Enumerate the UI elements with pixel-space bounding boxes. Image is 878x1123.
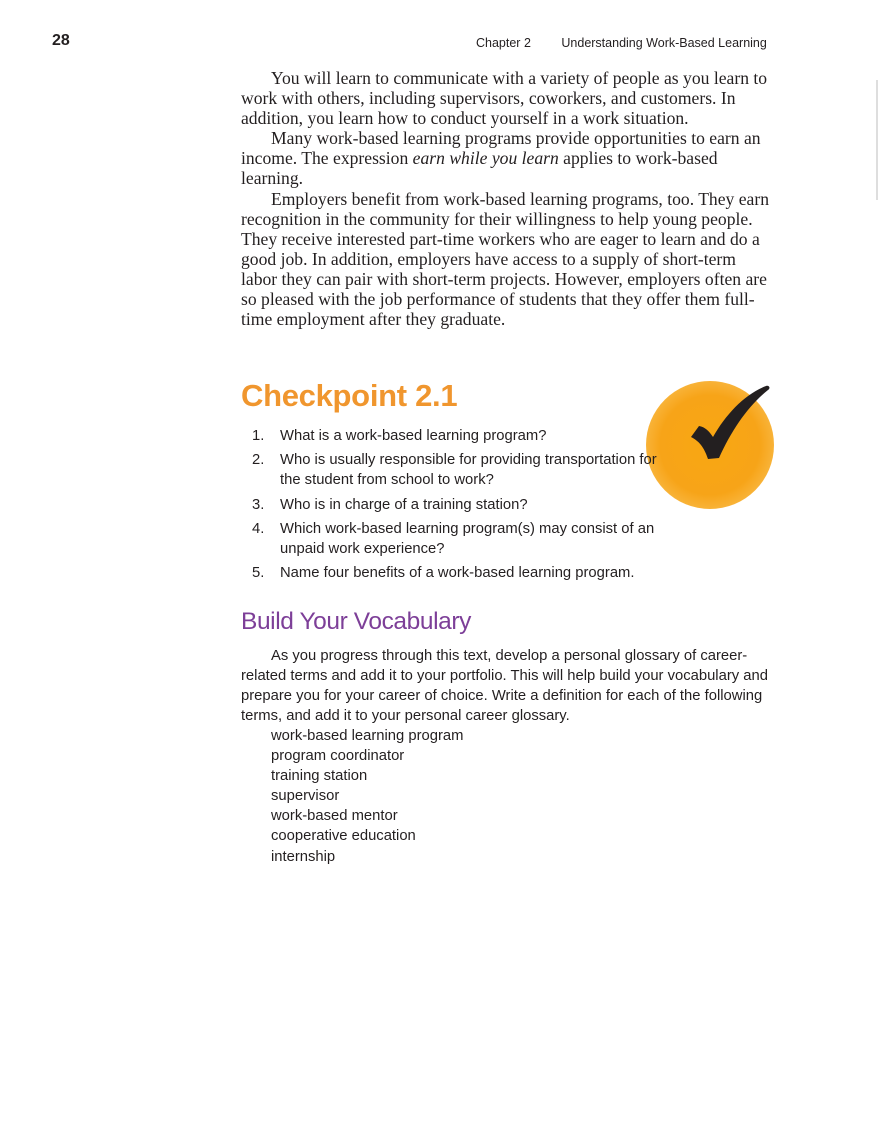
question-number: 1. bbox=[252, 428, 265, 444]
question-item bbox=[250, 426, 680, 446]
checkmark-icon bbox=[688, 382, 778, 472]
vocabulary-title: Build Your Vocabulary bbox=[241, 608, 471, 635]
question-item bbox=[250, 450, 680, 490]
checkpoint-title: Checkpoint 2.1 bbox=[241, 378, 458, 413]
running-head bbox=[476, 35, 767, 51]
question-item bbox=[250, 519, 680, 559]
question-text: Who is in charge of a training station? bbox=[280, 496, 528, 513]
paragraph-text: applies to work-based learning. bbox=[241, 148, 718, 189]
vocabulary-term: work-based mentor bbox=[271, 808, 398, 825]
question-text: Who is usually responsible for providing transportation for the student from school to work? bbox=[280, 452, 657, 489]
question-number: 2. bbox=[252, 452, 265, 469]
question-text: Which work-based learning program(s) may consist of an unpaid work experience? bbox=[280, 520, 655, 557]
question-number: 5. bbox=[252, 565, 265, 582]
vocabulary-term: work-based learning program bbox=[271, 728, 464, 744]
vocabulary-term: supervisor bbox=[271, 788, 340, 805]
page-number: 28 bbox=[52, 32, 70, 49]
vocabulary-term: training station bbox=[271, 768, 368, 785]
vocabulary-term: program coordinator bbox=[271, 748, 405, 765]
paragraph: You will learn to communicate with a variety of people as you learn to work with others, including supervisors, coworkers, and customers. In addition, you learn how to conduct yourself in a work situation. bbox=[241, 68, 768, 129]
checkpoint-questions bbox=[250, 426, 680, 587]
question-item bbox=[250, 495, 680, 515]
vocabulary-term: cooperative education bbox=[271, 828, 416, 845]
paragraph: Employers benefit from work-based learning programs, too. They earn recognition in the community for their willingness to help young people. They receive interested part-time workers who are eager to learn and do a good job. In addition, employers have access to a supply of short-term labor they can pair with short-term projects. However, employers often are so pleased with the job performance of students that they offer them full-time employment after they graduate. bbox=[241, 188, 770, 330]
emphasized-phrase: earn while you learn bbox=[412, 148, 559, 169]
question-text: What is a work-based learning program? bbox=[280, 428, 547, 444]
paragraph-text: Many work-based learning programs provide opportunities to earn an income. The expression bbox=[241, 128, 761, 169]
vocabulary-term: internship bbox=[271, 848, 336, 865]
vocabulary-terms bbox=[271, 726, 463, 867]
vocabulary-intro: As you progress through this text, develop a personal glossary of career-related terms and add it to your portfolio. This will help build your vocabulary and prepare you for your career of choice. Write a definition for each of the following terms, and add it to your personal career glossary. bbox=[241, 648, 768, 725]
body-text bbox=[241, 68, 776, 329]
paragraph bbox=[241, 128, 776, 188]
question-item bbox=[250, 563, 680, 583]
chapter-title: Understanding Work-Based Learning bbox=[561, 36, 767, 50]
chapter-label: Chapter 2 bbox=[476, 36, 531, 50]
question-text: Name four benefits of a work-based learning program. bbox=[280, 565, 635, 582]
question-number: 4. bbox=[252, 520, 265, 537]
question-number: 3. bbox=[252, 496, 265, 513]
